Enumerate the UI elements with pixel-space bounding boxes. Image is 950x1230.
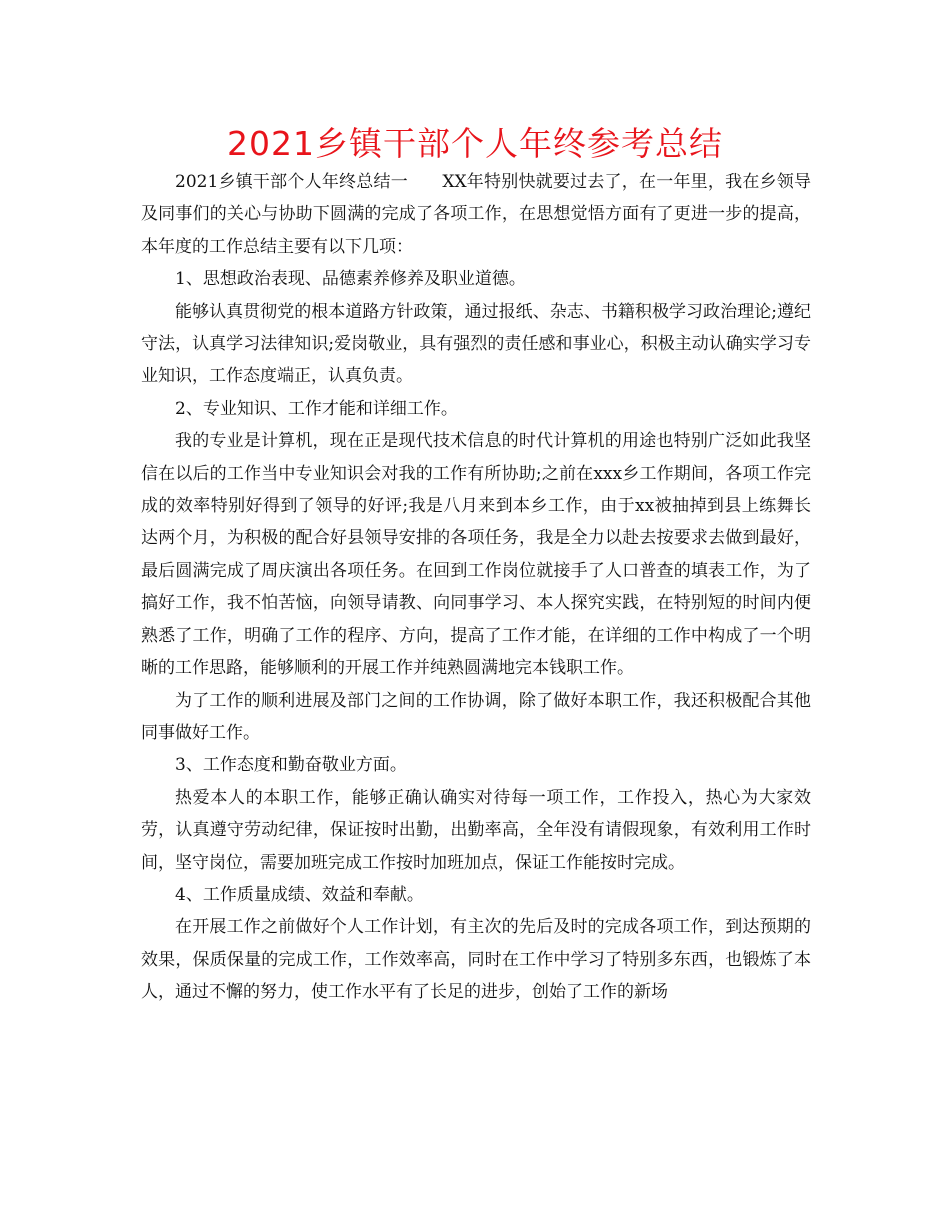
paragraph: 能够认真贯彻党的根本道路方针政策，通过报纸、杂志、书籍积极学习政治理论;遵纪守法，认真学习法律知识;爱岗敬业，具有强烈的责任感和事业心，积极主动认确实学习专业知识，工作态度端正，认真负责。	[141, 301, 811, 387]
paragraph: 我的专业是计算机，现在正是现代技术信息的时代计算机的用途也特别广泛如此我坚信在以后的工作当中专业知识会对我的工作有所协助;之前在xxx乡工作期间，各项工作完成的效率特别好得到了领导的好评;我是八月来到本乡工作，由于xx被抽掉到县上练舞长达两个月，为积极的配合好县领导安排的各项任务，我是全力以赴去按要求去做到最好，最后圆满完成了周庆演出各项任务。在回到工作岗位就接手了人口普查的填表工作，为了搞好工作，我不怕苦恼，向领导请教、向同事学习、本人探究实践，在特别短的时间内便熟悉了工作，明确了工作的程序、方向，提高了工作才能，在详细的工作中构成了一个明晰的工作思路，能够顺利的开展工作并纯熟圆满地完本钱职工作。	[141, 431, 811, 679]
section-heading: 3、工作态度和勤奋敬业方面。	[175, 755, 407, 776]
section-heading: 1、思想政治表现、品德素养修养及职业道德。	[175, 269, 526, 290]
paragraph: 在开展工作之前做好个人工作计划，有主次的先后及时的完成各项工作，到达预期的效果，保质保量的完成工作，工作效率高，同时在工作中学习了特别多东西，也锻炼了本人，通过不懈的努力，使工作水平有了长足的进步，创始了工作的新场	[141, 917, 811, 1003]
paragraph: 热爱本人的本职工作，能够正确认确实对待每一项工作，工作投入，热心为大家效劳，认真遵守劳动纪律，保证按时出勤，出勤率高，全年没有请假现象，有效利用工作时间，坚守岗位，需要加班完成工作按时加班加点，保证工作能按时完成。	[141, 787, 811, 873]
paragraph: 为了工作的顺利进展及部门之间的工作协调，除了做好本职工作，我还积极配合其他同事做好工作。	[141, 690, 811, 743]
document-body	[141, 166, 811, 1009]
section-heading: 4、工作质量成绩、效益和奉献。	[175, 884, 424, 905]
document-title: 2021乡镇干部个人年终参考总结	[227, 124, 723, 163]
paragraph: 2021乡镇干部个人年终总结一 XX年特别快就要过去了，在一年里，我在乡领导及同事们的关心与协助下圆满的完成了各项工作，在思想觉悟方面有了更进一步的提高，本年度的工作总结主要有以下几项：	[141, 172, 811, 257]
section-heading: 2、专业知识、工作才能和详细工作。	[175, 398, 458, 419]
